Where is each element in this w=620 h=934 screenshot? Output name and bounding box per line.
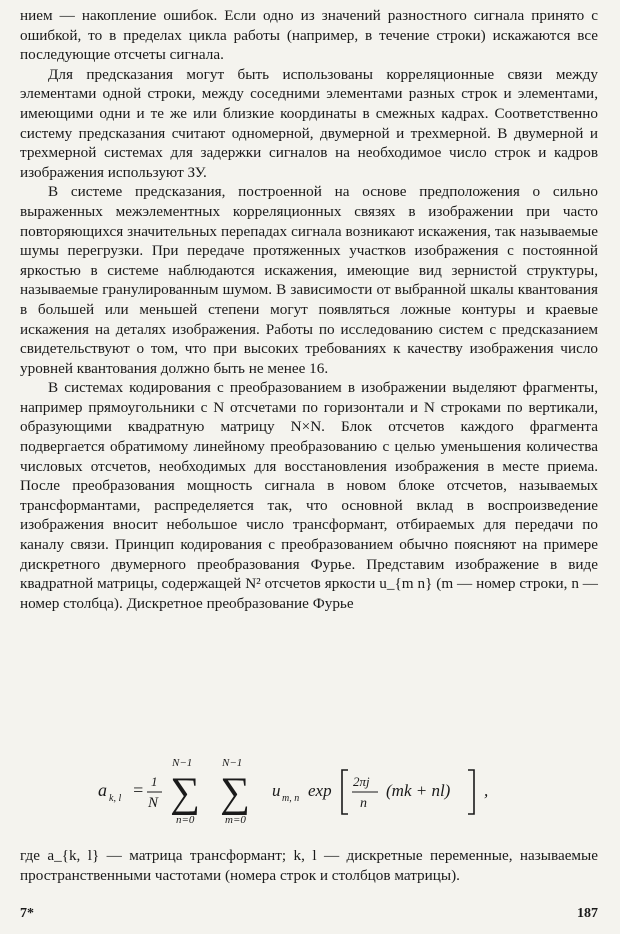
- formula-sigma-1: ∑: [170, 770, 200, 816]
- formula-equals: =: [132, 780, 145, 800]
- formula-exp: exp: [308, 781, 332, 800]
- formula-sum-bottom-2: m=0: [225, 814, 246, 826]
- formula-sum-top-1: N−1: [172, 757, 193, 769]
- formula-lhs: a: [98, 780, 107, 800]
- formula-end: ,: [484, 781, 489, 800]
- formula-svg: [90, 752, 530, 830]
- formula-term-sub: m, n: [282, 793, 300, 804]
- paragraph-2: Для предсказания могут быть использованы корреляционные связи между элементами одной строки, между соседними элементами разных строк и элементами, имеющими одни и те же или близкие координаты в смежных кадрах. Соответственно систему предсказания считают одномерной, двумерной и трехмерной. В двумерной и трехмерной системах для задержки сигналов на необходимое число строк и кадров изображения используют ЗУ.: [20, 65, 598, 181]
- formula-sigma-2: ∑: [220, 770, 250, 816]
- formula-term: u: [272, 781, 281, 800]
- after-formula-text: где a_{k, l} — матрица трансформант; k, l — дискретные переменные, называемые пространственными частотами (номера строк и столбцов матрицы).: [20, 847, 598, 884]
- formula-exp-den: n: [360, 796, 367, 811]
- formula-frac-den: N: [148, 795, 159, 811]
- page-footer: [20, 906, 598, 922]
- fourier-formula: [0, 752, 620, 830]
- formula-frac-num: 1: [151, 774, 158, 789]
- signature-mark: 7*: [20, 906, 34, 921]
- formula-lhs-sub: k, l: [109, 793, 122, 804]
- formula-sum-top-2: N−1: [222, 757, 243, 769]
- body-text: [20, 6, 598, 613]
- paragraph-3: В системе предсказания, построенной на основе предположения о сильно выраженных межэлементных корреляционных связях в изображении при часто повторяющихся значительных перепадах сигнала возникают искажения, так называемые шумы перегрузки. При передаче протяженных участков изображения с постоянной яркостью в системе наблюдаются искажения, имеющие вид зернистой структуры, называемые гранулированным шумом. В зависимости от выбранной шкалы квантования в большей или меньшей степени могут появляться ложные контуры и краевые искажения на деталях изображения. Работы по исследованию систем с предсказанием свидетельствуют о том, что при высоких требованиях к качеству изображения число уровней квантования должно быть не менее 16.: [20, 183, 598, 377]
- paragraph-4: В системах кодирования с преобразованием в изображении выделяют фрагменты, например прямоугольники с N отсчетами по горизонтали и N строками по вертикали, образующими квадратную матрицу N×N. Блок отсчетов каждого фрагмента подвергается обратимому линейному преобразованию с целью уменьшения количества числовых отсчетов, необходимых для восстановления изображения в месте приема. После преобразования мощность сигнала в новом блоке отсчетов, называемых трансформантами, распределяется так, что основной вклад в воспроизведение изображения вносит небольшое число трансформант, отбираемых для передачи по каналу связи. Принцип кодирования с преобразованием обычно поясняют на примере дискретного двумерного преобразования Фурье. Представим изображение в виде квадратной матрицы, содержащей N² отсчетов яркости u_{m n} (m — номер строки, n — номер столбца). Дискретное преобразование Фурье: [20, 379, 598, 612]
- paragraph-1: нием — накопление ошибок. Если одно из значений разностного сигнала принято с ошибкой, то в пределах цикла работы (например, в течение строки) искажаются все последующие отсчеты сигнала.: [20, 7, 598, 64]
- formula-exp-tail: (mk + nl): [386, 781, 451, 800]
- formula-exp-num: 2πj: [353, 774, 370, 789]
- formula-sum-bottom-1: n=0: [176, 814, 195, 826]
- page-number: 187: [577, 906, 598, 921]
